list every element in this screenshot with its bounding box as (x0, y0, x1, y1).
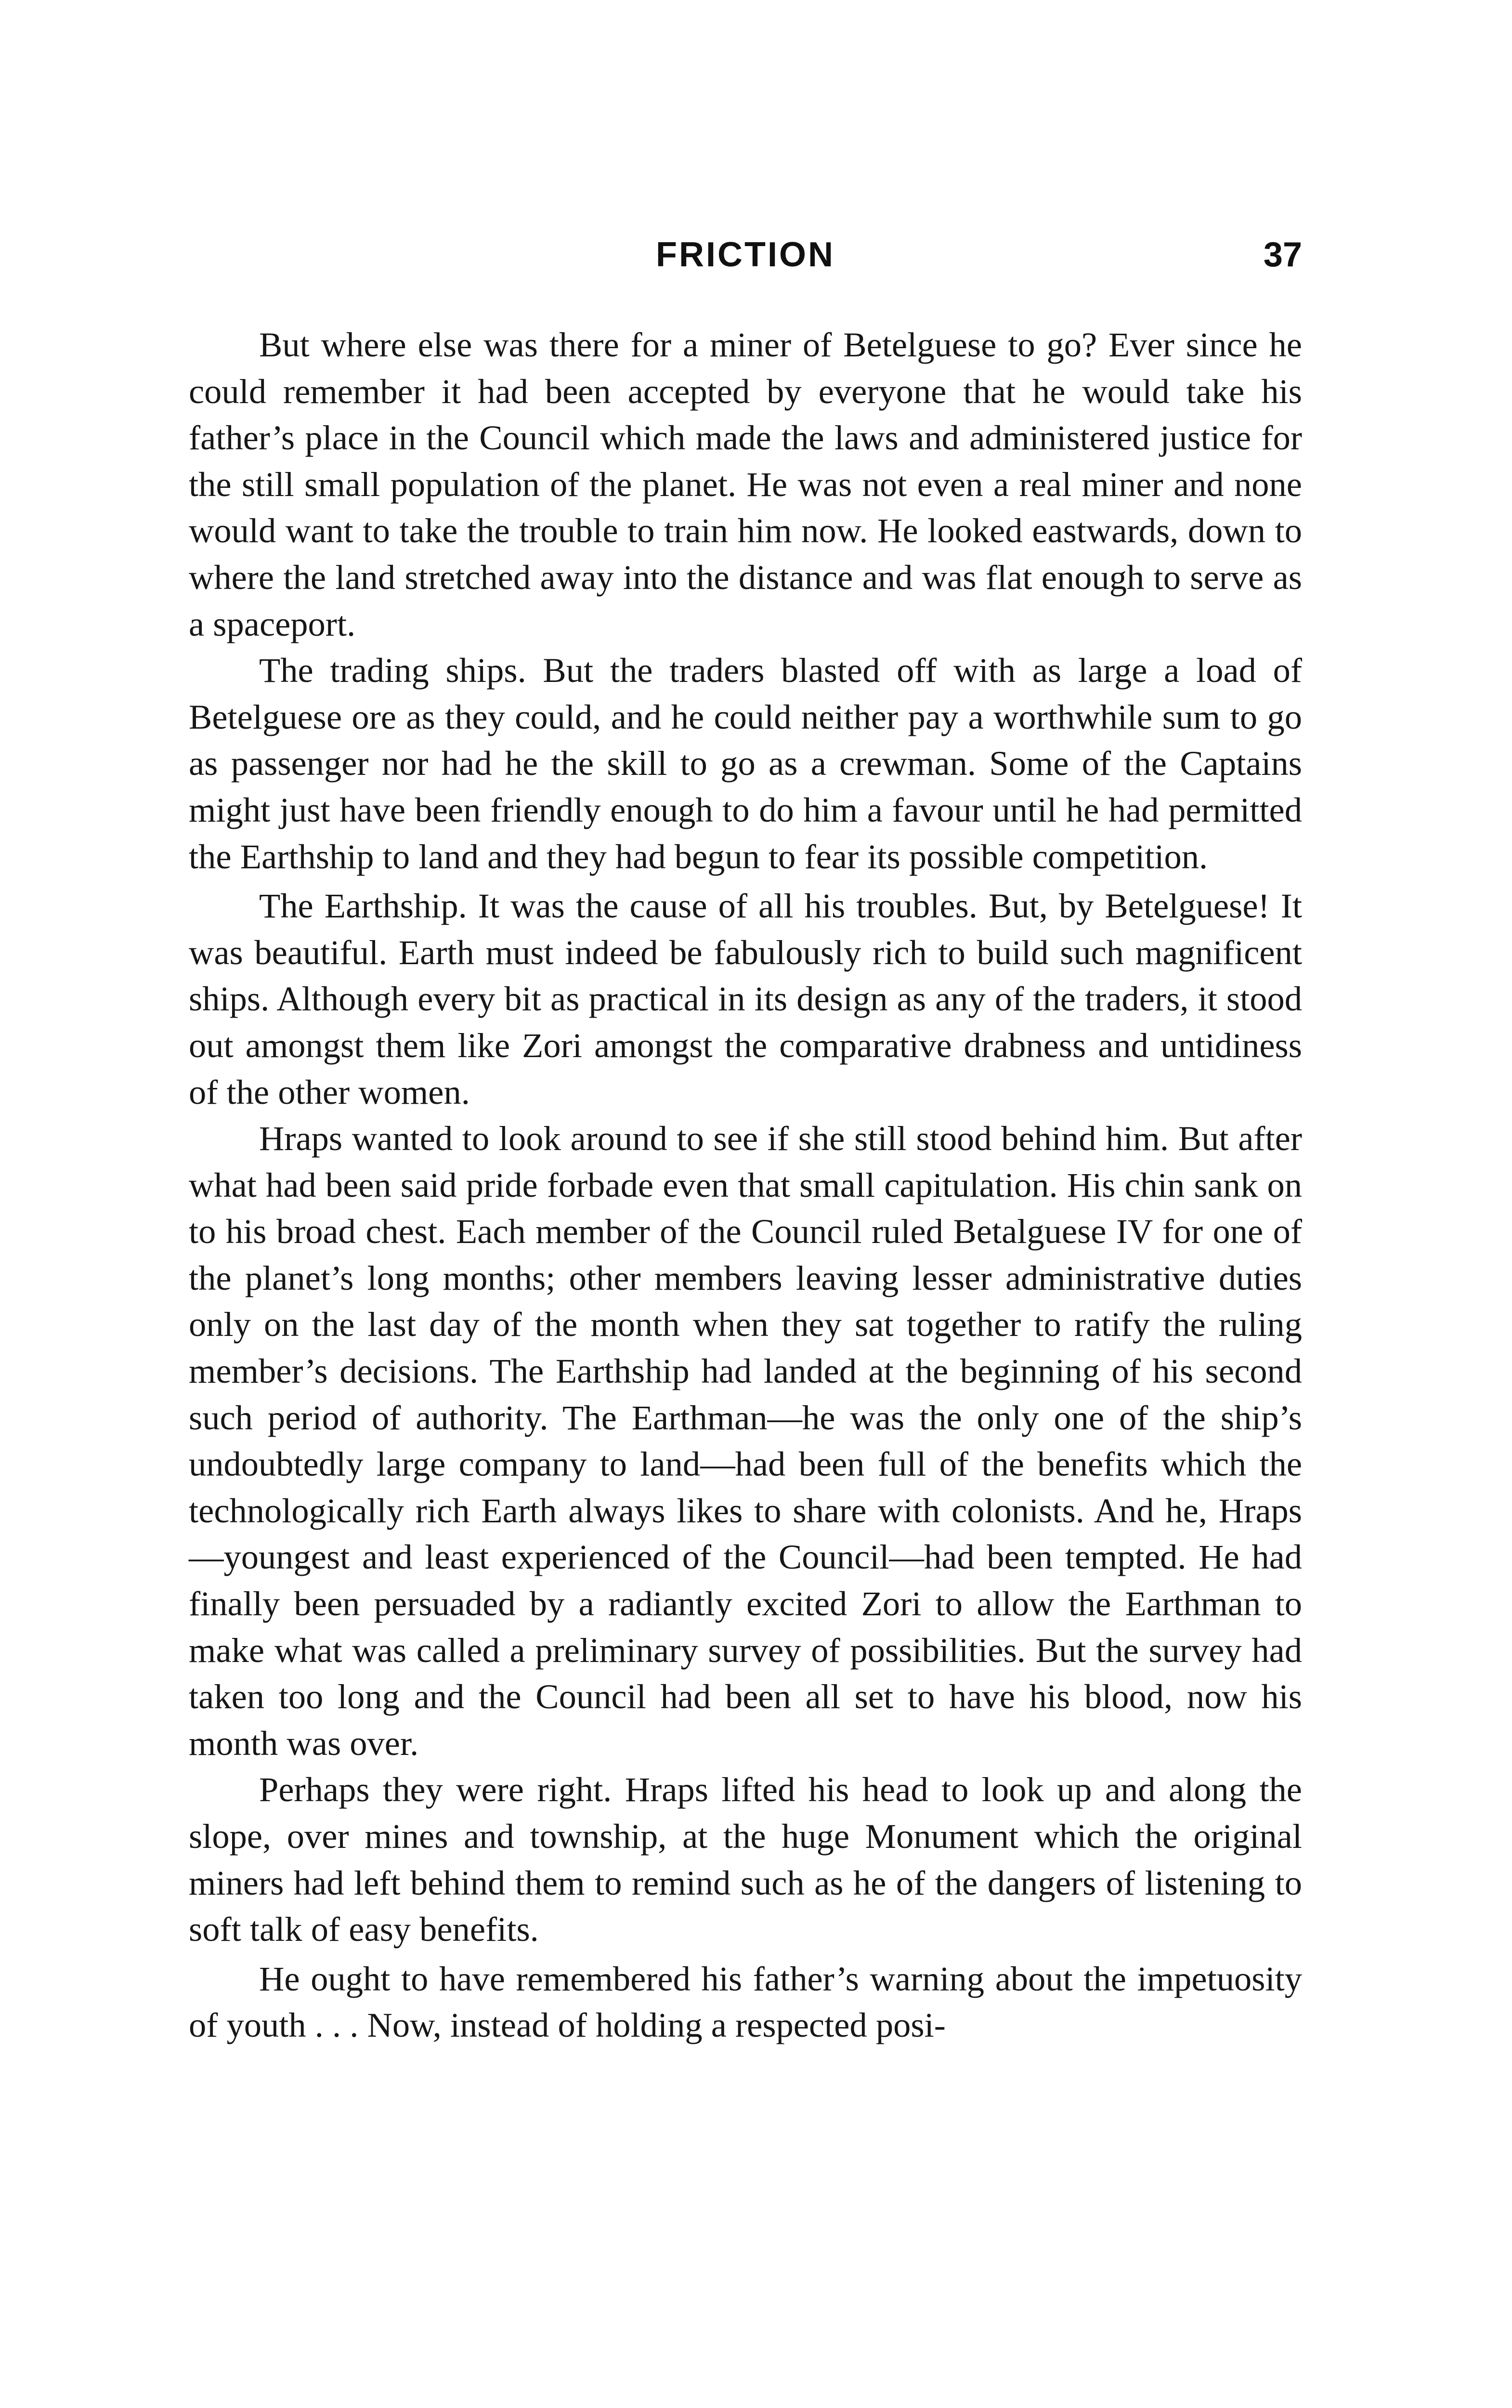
page-number: 37 (1263, 236, 1302, 274)
paragraph-6: He ought to have remembered his father’s warning about the impetuosity of youth . . . Now, instead of holding a respected posi- (189, 1959, 1302, 2045)
running-head (189, 235, 1302, 288)
paragraph-4: Hraps wanted to look around to see if she still stood behind him. But after what had been said pride forbade even that small capitulation. His chin sank on to his broad chest. Each member of the Council ruled Betalguese IV for one of the planet’s long months; other members leaving lesser administrative duties only on the last day of the month when they sat together to ratify the ruling member’s decisions. The Earthship had landed at the beginning of his second such period of authority. The Earthman—he was the only one of the ship’s undoubtedly large company to land—had been full of the benefits which the technologically rich Earth always likes to share with colonists. And he, Hraps—youngest and least experienced of the Council—had been tempted. He had finally been persuaded by a radiantly excited Zori to allow the Earthman to make what was called a preliminary survey of possibilities. But the survey had taken too long and the Council had been all set to have his blood, now his month was over. (189, 1119, 1302, 1763)
paragraph-2: The trading ships. But the traders blasted off with as large a load of Betelguese ore as they could, and he could neither pay a worthwhile sum to go as passenger nor had he the skill to go as a crewman. Some of the Captains might just have been friendly enough to do him a favour until he had permitted the Earthship to land and they had begun to fear its possible competition. (189, 651, 1302, 876)
running-title: FRICTION (656, 236, 835, 274)
paragraph-3: The Earthship. It was the cause of all his troubles. But, by Betelguese! It was beautiful. Earth must indeed be fabulously rich to build such magnificent ships. Although every bit as practical in its design as any of the traders, it stood out amongst them like Zori amongst the comparative drabness and untidiness of the other women. (189, 886, 1302, 1112)
paragraph-5: Perhaps they were right. Hraps lifted his head to look up and along the slope, over mines and township, at the huge Monument which the original miners had left behind them to remind such as he of the dangers of listening to soft talk of easy benefits. (189, 1770, 1302, 1949)
paragraph-1: But where else was there for a miner of Betelguese to go? Ever since he could remember it had been accepted by everyone that he would take his father’s place in the Council which made the laws and administered justice for the still small population of the planet. He was not even a real miner and none would want to take the trouble to train him now. He looked eastwards, down to where the land stretched away into the distance and was flat enough to serve as a spaceport. (189, 325, 1302, 643)
body-text (189, 322, 1302, 2049)
